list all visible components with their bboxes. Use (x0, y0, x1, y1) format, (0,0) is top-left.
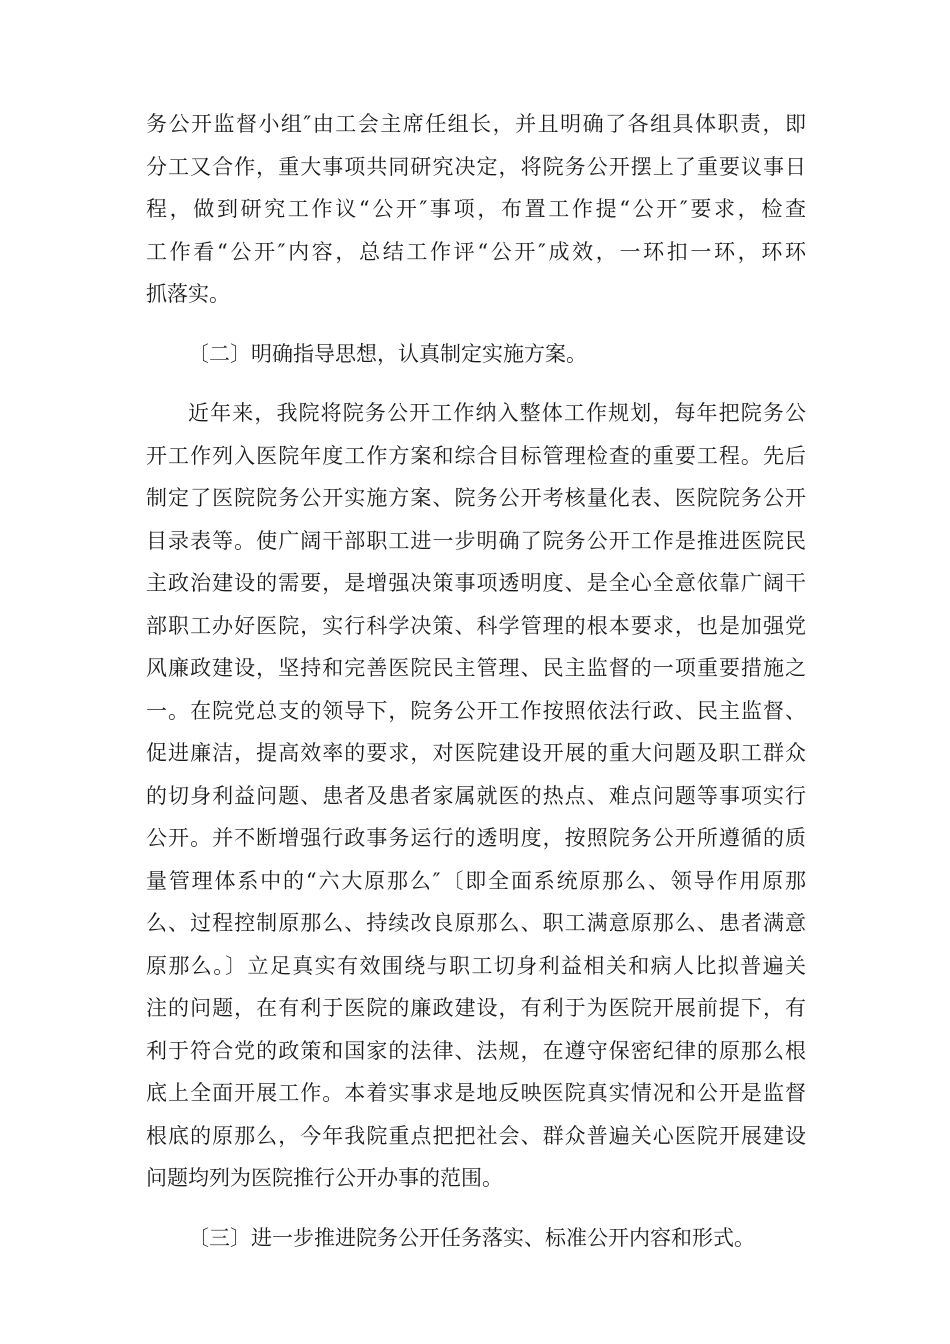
paragraph-2 (146, 392, 806, 1200)
text-line: 风廉政建设，坚持和完善医院民主管理、民主监督的一项重要措施之 (146, 656, 806, 680)
section-heading-3: 〔三〕进一步推进院务公开任务落实、标准公开内容和形式。 (188, 1225, 755, 1250)
text-line: 主政治建设的需要，是增强决策事项透明度、是全心全意依靠广阔干 (146, 571, 806, 595)
text-line: 制定了医院院务公开实施方案、院务公开考核量化表、医院院务公开 (146, 486, 806, 510)
text-line: 原那么。〕立足真实有效围绕与职工切身利益相关和病人比拟普遍关 (146, 953, 806, 978)
section-heading-2: 〔二〕明确指导思想，认真制定实施方案。 (188, 341, 587, 366)
text-line: 分工又合作，重大事项共同研究决定，将院务公开摆上了重要议事日 (146, 154, 806, 179)
text-line: 工作看“公开″内容，总结工作评“公开″成效，一环扣一环，环环 (146, 239, 806, 264)
text-line: 么、过程控制原那么、持续改良原那么、职工满意原那么、患者满意 (146, 911, 806, 935)
text-line: 注的问题，在有利于医院的廉政建设，有利于为医院开展前提下，有 (146, 996, 806, 1020)
text-line: 程，做到研究工作议“公开″事项，布置工作提“公开″要求，检查 (146, 197, 806, 221)
text-line: 抓落实。 (146, 282, 230, 306)
text-line: 公开。并不断增强行政事务运行的透明度，按照院务公开所遵循的质 (146, 826, 806, 850)
text-line: 的切身利益问题、患者及患者家属就医的热点、难点问题等事项实行 (146, 783, 806, 808)
paragraph-1 (146, 103, 806, 316)
text-line: 近年来，我院将院务公开工作纳入整体工作规划，每年把院务公 (188, 401, 806, 425)
text-line: 底上全面开展工作。本着实事求是地反映医院真实情况和公开是监督 (146, 1081, 806, 1105)
text-line: 量管理体系中的“六大原那么″〔即全面系统原那么、领导作用原那 (146, 868, 806, 893)
text-line: 开工作列入医院年度工作方案和综合目标管理检查的重要工程。先后 (146, 443, 806, 468)
text-line: 利于符合党的政策和国家的法律、法规，在遵守保密纪律的原那么根 (146, 1038, 806, 1063)
text-line: 务公开监督小组″由工会主席任组长，并且明确了各组具体职责，即 (146, 112, 806, 136)
text-line: 目录表等。使广阔干部职工进一步明确了院务公开工作是推进医院民 (146, 528, 806, 553)
text-line: 促进廉洁，提高效率的要求，对医院建设开展的重大问题及职工群众 (146, 741, 806, 765)
text-line: 问题均列为医院推行公开办事的范围。 (146, 1166, 503, 1190)
text-line: 一。在院党总支的领导下，院务公开工作按照依法行政、民主监督、 (146, 698, 806, 723)
text-line: 部职工办好医院，实行科学决策、科学管理的根本要求，也是加强党 (146, 613, 806, 638)
document-body (146, 103, 806, 1276)
text-line: 根底的原那么，今年我院重点把把社会、群众普遍关心医院开展建设 (146, 1123, 806, 1148)
